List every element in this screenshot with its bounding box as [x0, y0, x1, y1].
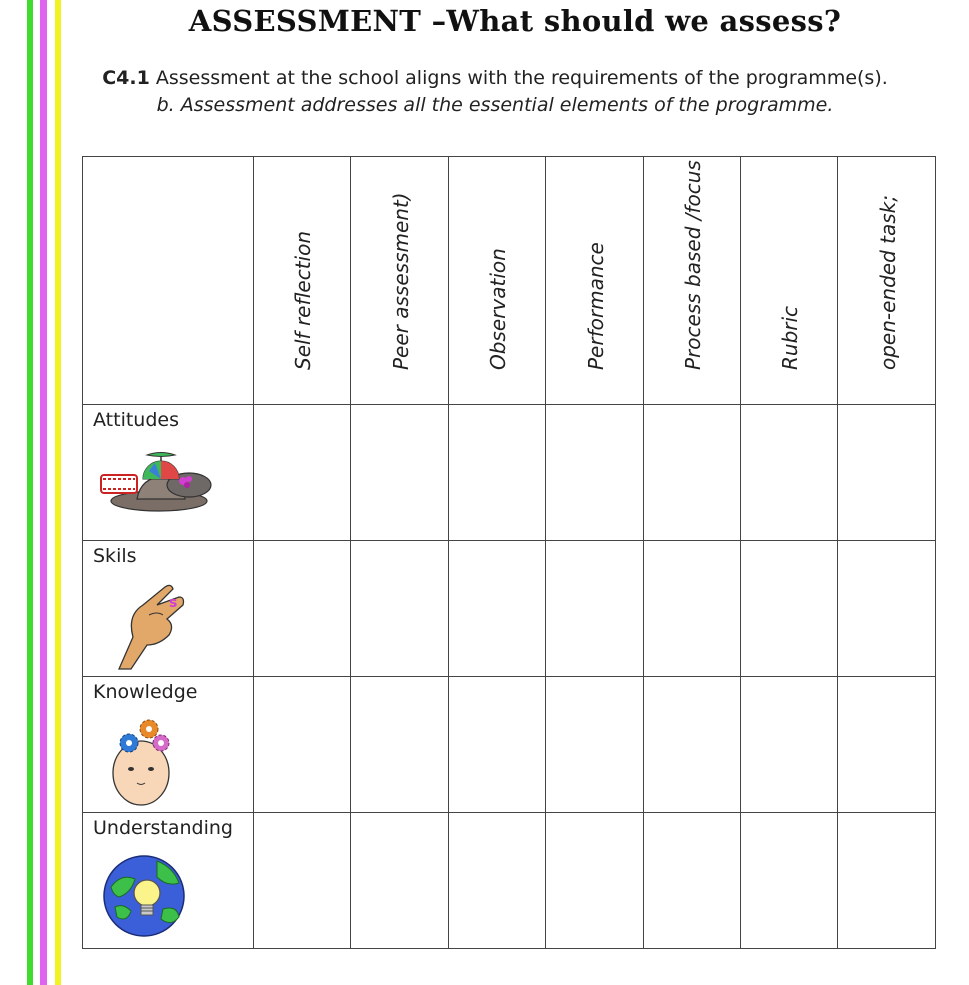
- table-cell[interactable]: [644, 813, 741, 949]
- table-cell[interactable]: [741, 541, 838, 677]
- column-header-label: open-ended task;: [875, 195, 900, 370]
- table-cell[interactable]: [351, 405, 449, 541]
- table-cell[interactable]: [838, 677, 936, 813]
- stripe-yellow: [55, 0, 61, 985]
- table-cell[interactable]: [449, 677, 546, 813]
- table-cell[interactable]: [546, 677, 644, 813]
- table-cell[interactable]: [644, 677, 741, 813]
- globe-bulb-icon: [101, 853, 187, 939]
- table-cell[interactable]: [741, 813, 838, 949]
- table-cell[interactable]: [254, 813, 351, 949]
- column-header-label: Self reflection: [291, 230, 315, 370]
- table-cell[interactable]: [351, 677, 449, 813]
- table-cell[interactable]: [254, 541, 351, 677]
- criterion-block: [0, 65, 969, 119]
- table-cell[interactable]: [741, 405, 838, 541]
- corner-cell: [83, 157, 254, 405]
- table-row: [83, 405, 936, 541]
- row-header: [83, 813, 254, 949]
- column-header: [741, 157, 838, 405]
- table-cell[interactable]: [546, 405, 644, 541]
- column-header-label: Observation: [486, 248, 510, 370]
- column-header-label: Performance: [583, 242, 608, 370]
- column-header-label: Rubric: [778, 305, 802, 370]
- table-cell[interactable]: [449, 541, 546, 677]
- table-cell[interactable]: [449, 813, 546, 949]
- criterion-line: [0, 65, 969, 92]
- criterion-code: C4.1: [102, 67, 150, 89]
- column-header-label: Peer assessment): [388, 192, 413, 370]
- column-header-label: Process based /focus: [681, 160, 705, 370]
- table-cell[interactable]: [838, 541, 936, 677]
- column-header: [351, 157, 449, 405]
- row-label: Skils: [93, 545, 137, 567]
- column-header: [546, 157, 644, 405]
- row-header: [83, 405, 254, 541]
- column-header: [644, 157, 741, 405]
- row-label: Understanding: [93, 817, 233, 839]
- column-header: [449, 157, 546, 405]
- header-row: [83, 157, 936, 405]
- table-cell[interactable]: [546, 541, 644, 677]
- page-title: ASSESSMENT –What should we assess?: [188, 4, 842, 38]
- table-cell[interactable]: [741, 677, 838, 813]
- row-label: Knowledge: [93, 681, 198, 703]
- criterion-subpoint: b. Assessment addresses all the essential elements of the programme.: [156, 94, 834, 116]
- table-cell[interactable]: [644, 405, 741, 541]
- stripe-green: [27, 0, 33, 985]
- assessment-table: [82, 156, 936, 949]
- table-cell[interactable]: [546, 813, 644, 949]
- column-header: [254, 157, 351, 405]
- table-cell[interactable]: [838, 405, 936, 541]
- row-header: [83, 677, 254, 813]
- table-cell[interactable]: [254, 405, 351, 541]
- svg-text:s: s: [169, 595, 178, 611]
- table-cell[interactable]: [449, 405, 546, 541]
- table-cell[interactable]: [838, 813, 936, 949]
- table-cell[interactable]: [644, 541, 741, 677]
- row-header: [83, 541, 254, 677]
- criterion-text: Assessment at the school aligns with the requirements of the programme(s).: [149, 67, 888, 89]
- row-label: Attitudes: [93, 409, 179, 431]
- column-header: [838, 157, 936, 405]
- table-cell[interactable]: [254, 677, 351, 813]
- head-gears-icon: [107, 707, 179, 807]
- table-cell[interactable]: [351, 813, 449, 949]
- hats-icon: [97, 449, 215, 519]
- table-row: [83, 541, 936, 677]
- table-row: [83, 813, 936, 949]
- stripe-purple: [40, 0, 47, 985]
- hand-icon: [113, 579, 193, 671]
- table-row: [83, 677, 936, 813]
- table-cell[interactable]: [351, 541, 449, 677]
